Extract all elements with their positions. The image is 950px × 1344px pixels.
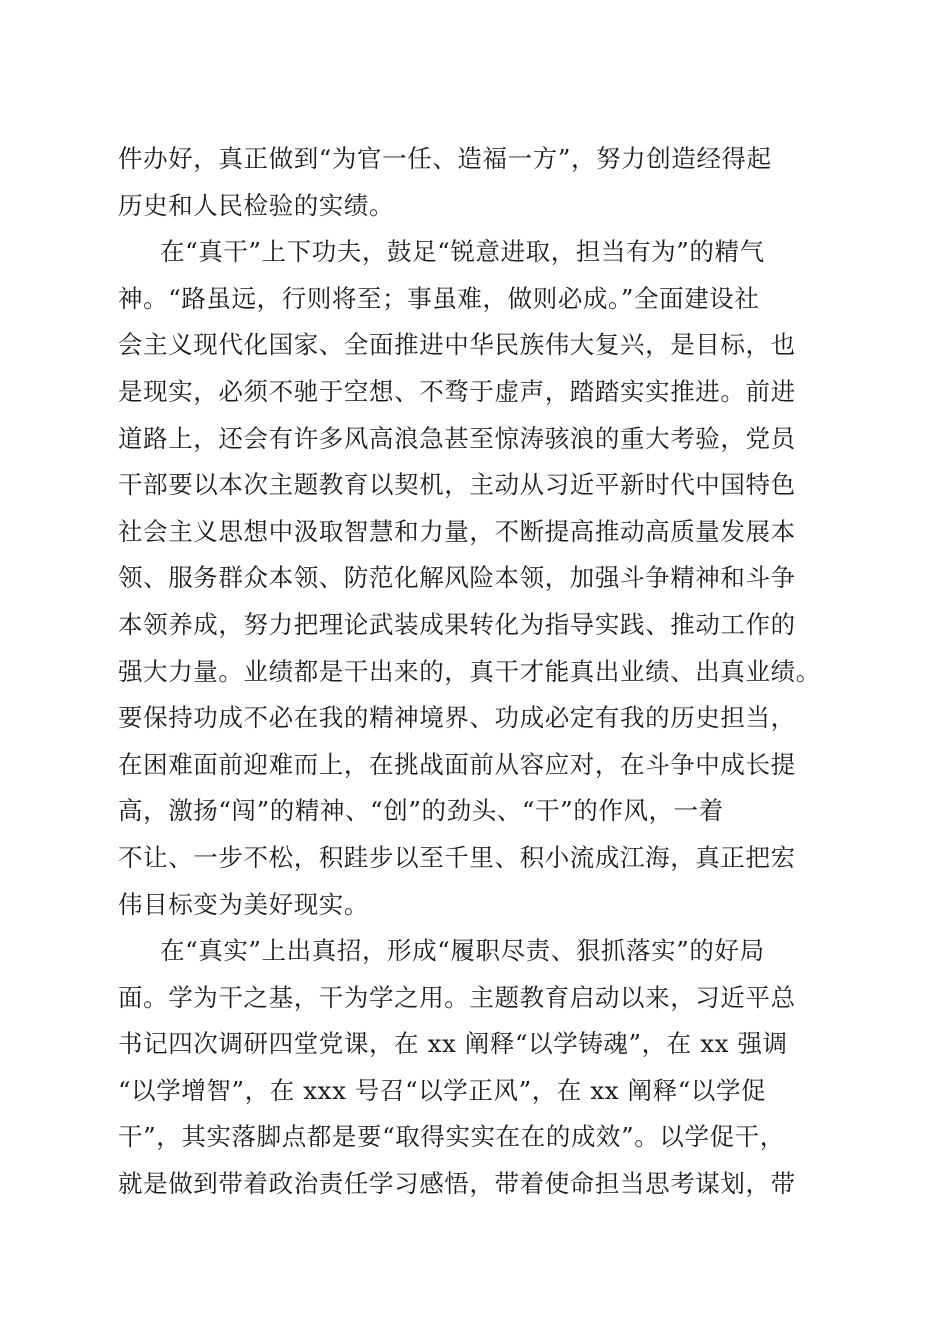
text-line: 件办好，真正做到“为官一任、造福一方”，努力创造经得起 [118, 144, 772, 173]
text-line: 社会主义思想中汲取智慧和力量，不断提高推动高质量发展本 [118, 516, 796, 546]
paragraph-start-line: 在“真干”上下功夫，鼓足“锐意进取，担当有为”的精气 [160, 237, 765, 267]
text-line: 本领养成，努力把理论武装成果转化为指导实践、推动工作的 [118, 609, 796, 639]
text-line: 面。学为干之基，干为学之用。主题教育启动以来，习近平总 [118, 982, 796, 1012]
text-line: 就是做到带着政治责任学习感悟，带着使命担当思考谋划，带 [118, 1169, 796, 1199]
text-line: 会主义现代化国家、全面推进中华民族伟大复兴，是目标，也 [118, 330, 796, 360]
text-line: 伟目标变为美好现实。 [118, 889, 369, 919]
text-line: 历史和人民检验的实绩。 [118, 190, 395, 220]
text-line: 书记四次调研四堂党课，在 xx 阐释“以学铸魂”，在 xx 强调 [118, 1029, 788, 1059]
text-line: 不让、一步不松，积跬步以至千里、积小流成江海，真正把宏 [118, 842, 796, 872]
paragraph-start-line: 在“真实”上出真招，形成“履职尽责、狠抓落实”的好局 [160, 936, 765, 966]
text-line: “以学增智”，在 xxx 号召“以学正风”，在 xx 阐释“以学促 [118, 1075, 767, 1105]
body-text [118, 136, 832, 1208]
text-line: 高，激扬“闯”的精神、“创”的劲头、“干”的作风，一着 [118, 796, 724, 826]
text-line: 领、服务群众本领、防范化解风险本领，加强斗争精神和斗争 [118, 563, 796, 593]
text-line: 要保持功成不必在我的精神境界、功成必定有我的历史担当， [118, 703, 796, 733]
text-line: 干部要以本次主题教育以契机，主动从习近平新时代中国特色 [118, 470, 796, 500]
text-line: 干”，其实落脚点都是要“取得实实在在的成效”。以学促干， [118, 1122, 785, 1152]
text-line: 强大力量。业绩都是干出来的，真干才能真出业绩、出真业绩。 [118, 656, 821, 686]
text-line: 在困难面前迎难而上，在挑战面前从容应对，在斗争中成长提 [118, 749, 796, 779]
text-line: 道路上，还会有许多风高浪急甚至惊涛骇浪的重大考验，党员 [118, 423, 796, 453]
text-line: 是现实，必须不驰于空想、不骛于虚声，踏踏实实推进。前进 [118, 376, 796, 406]
text-line: 神。“路虽远，行则将至；事虽难，做则必成。”全面建设社 [118, 283, 760, 313]
